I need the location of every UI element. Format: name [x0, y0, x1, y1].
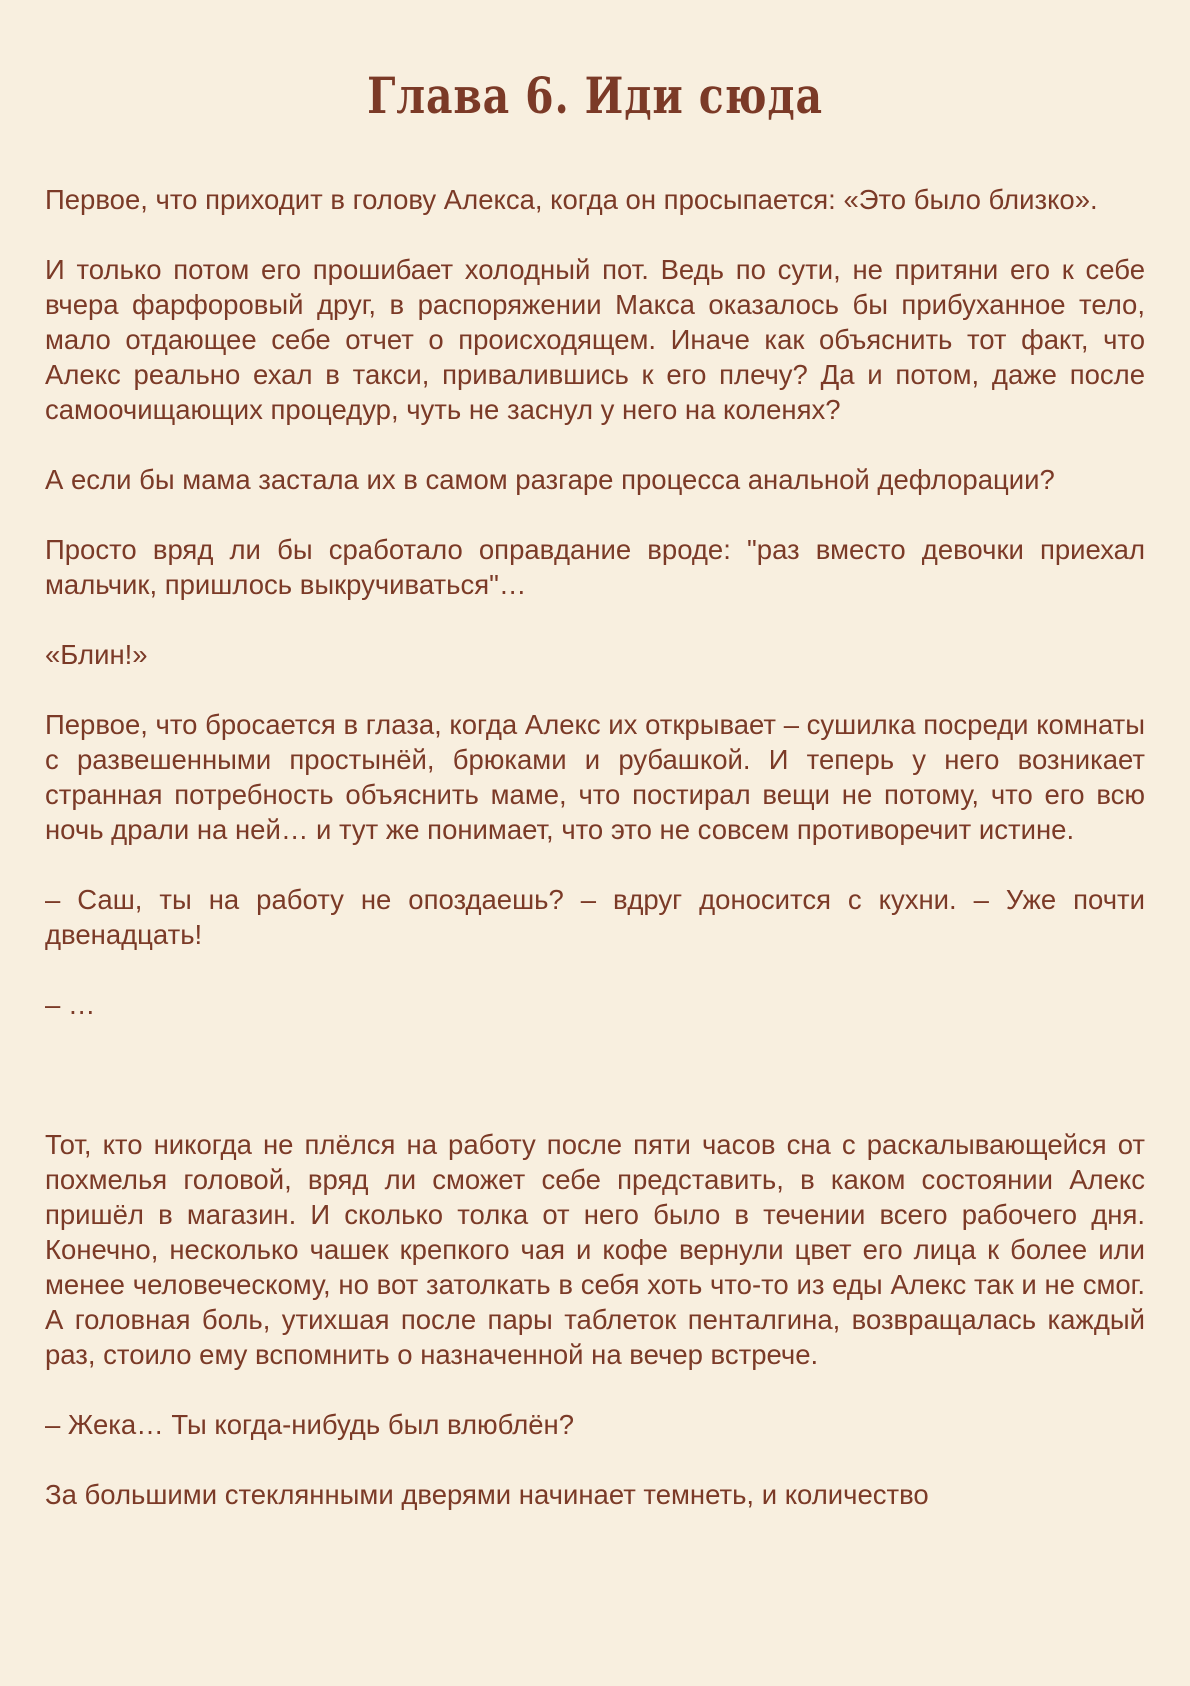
- paragraph: – …: [45, 989, 96, 1020]
- paragraph: – Саш, ты на работу не опоздаешь? – вдруг доносится с кухни. – Уже почти двенадцать!: [45, 884, 1145, 950]
- paragraph: И только потом его прошибает холодный пот. Ведь по сути, не притяни его к себе вчера фарфоровый друг, в распоряжении Макса оказалось бы прибуханное тело, мало отдающее себе отчет о происходящем. Иначе как объяснить тот факт, что Алекс реально ехал в такси, привалившись к его плечу? Да и потом, даже после самоочищающих процедур, чуть не заснул у него на коленях?: [45, 254, 1145, 425]
- paragraph: Первое, что приходит в голову Алекса, когда он просыпается: «Это было близко».: [45, 184, 1098, 215]
- paragraph: За большими стеклянными дверями начинает темнеть, и количество: [45, 1479, 929, 1510]
- paragraph: «Блин!»: [45, 639, 148, 670]
- paragraph: Тот, кто никогда не плёлся на работу после пяти часов сна с раскалывающейся от похмелья головой, вряд ли сможет себе представить, в каком состоянии Алекс пришёл в магазин. И сколько толка от него было в течении всего рабочего дня. Конечно, несколько чашек крепкого чая и кофе вернули цвет его лица к более или менее человеческому, но вот затолкать в себя хоть что-то из еды Алекс так и не смог. А головная боль, утихшая после пары таблеток пенталгина, возвращалась каждый раз, стоило ему вспомнить о назначенной на вечер встрече.: [45, 1129, 1145, 1370]
- chapter-body: [45, 182, 1145, 1512]
- paragraph: А если бы мама застала их в самом разгаре процесса анальной дефлорации?: [45, 464, 1055, 495]
- chapter-title: Глава 6. Иди сюда: [367, 66, 823, 125]
- paragraph: Просто вряд ли бы сработало оправдание вроде: "раз вместо девочки приехал мальчик, пришлось выкручиваться"…: [45, 534, 1145, 600]
- paragraph: Первое, что бросается в глаза, когда Алекс их открывает – сушилка посреди комнаты с развешенными простынёй, брюками и рубашкой. И теперь у него возникает странная потребность объяснить маме, что постирал вещи не потому, что его всю ночь драли на ней… и тут же понимает, что это не совсем противоречит истине.: [45, 709, 1145, 845]
- paragraph: – Жека… Ты когда-нибудь был влюблён?: [45, 1409, 575, 1440]
